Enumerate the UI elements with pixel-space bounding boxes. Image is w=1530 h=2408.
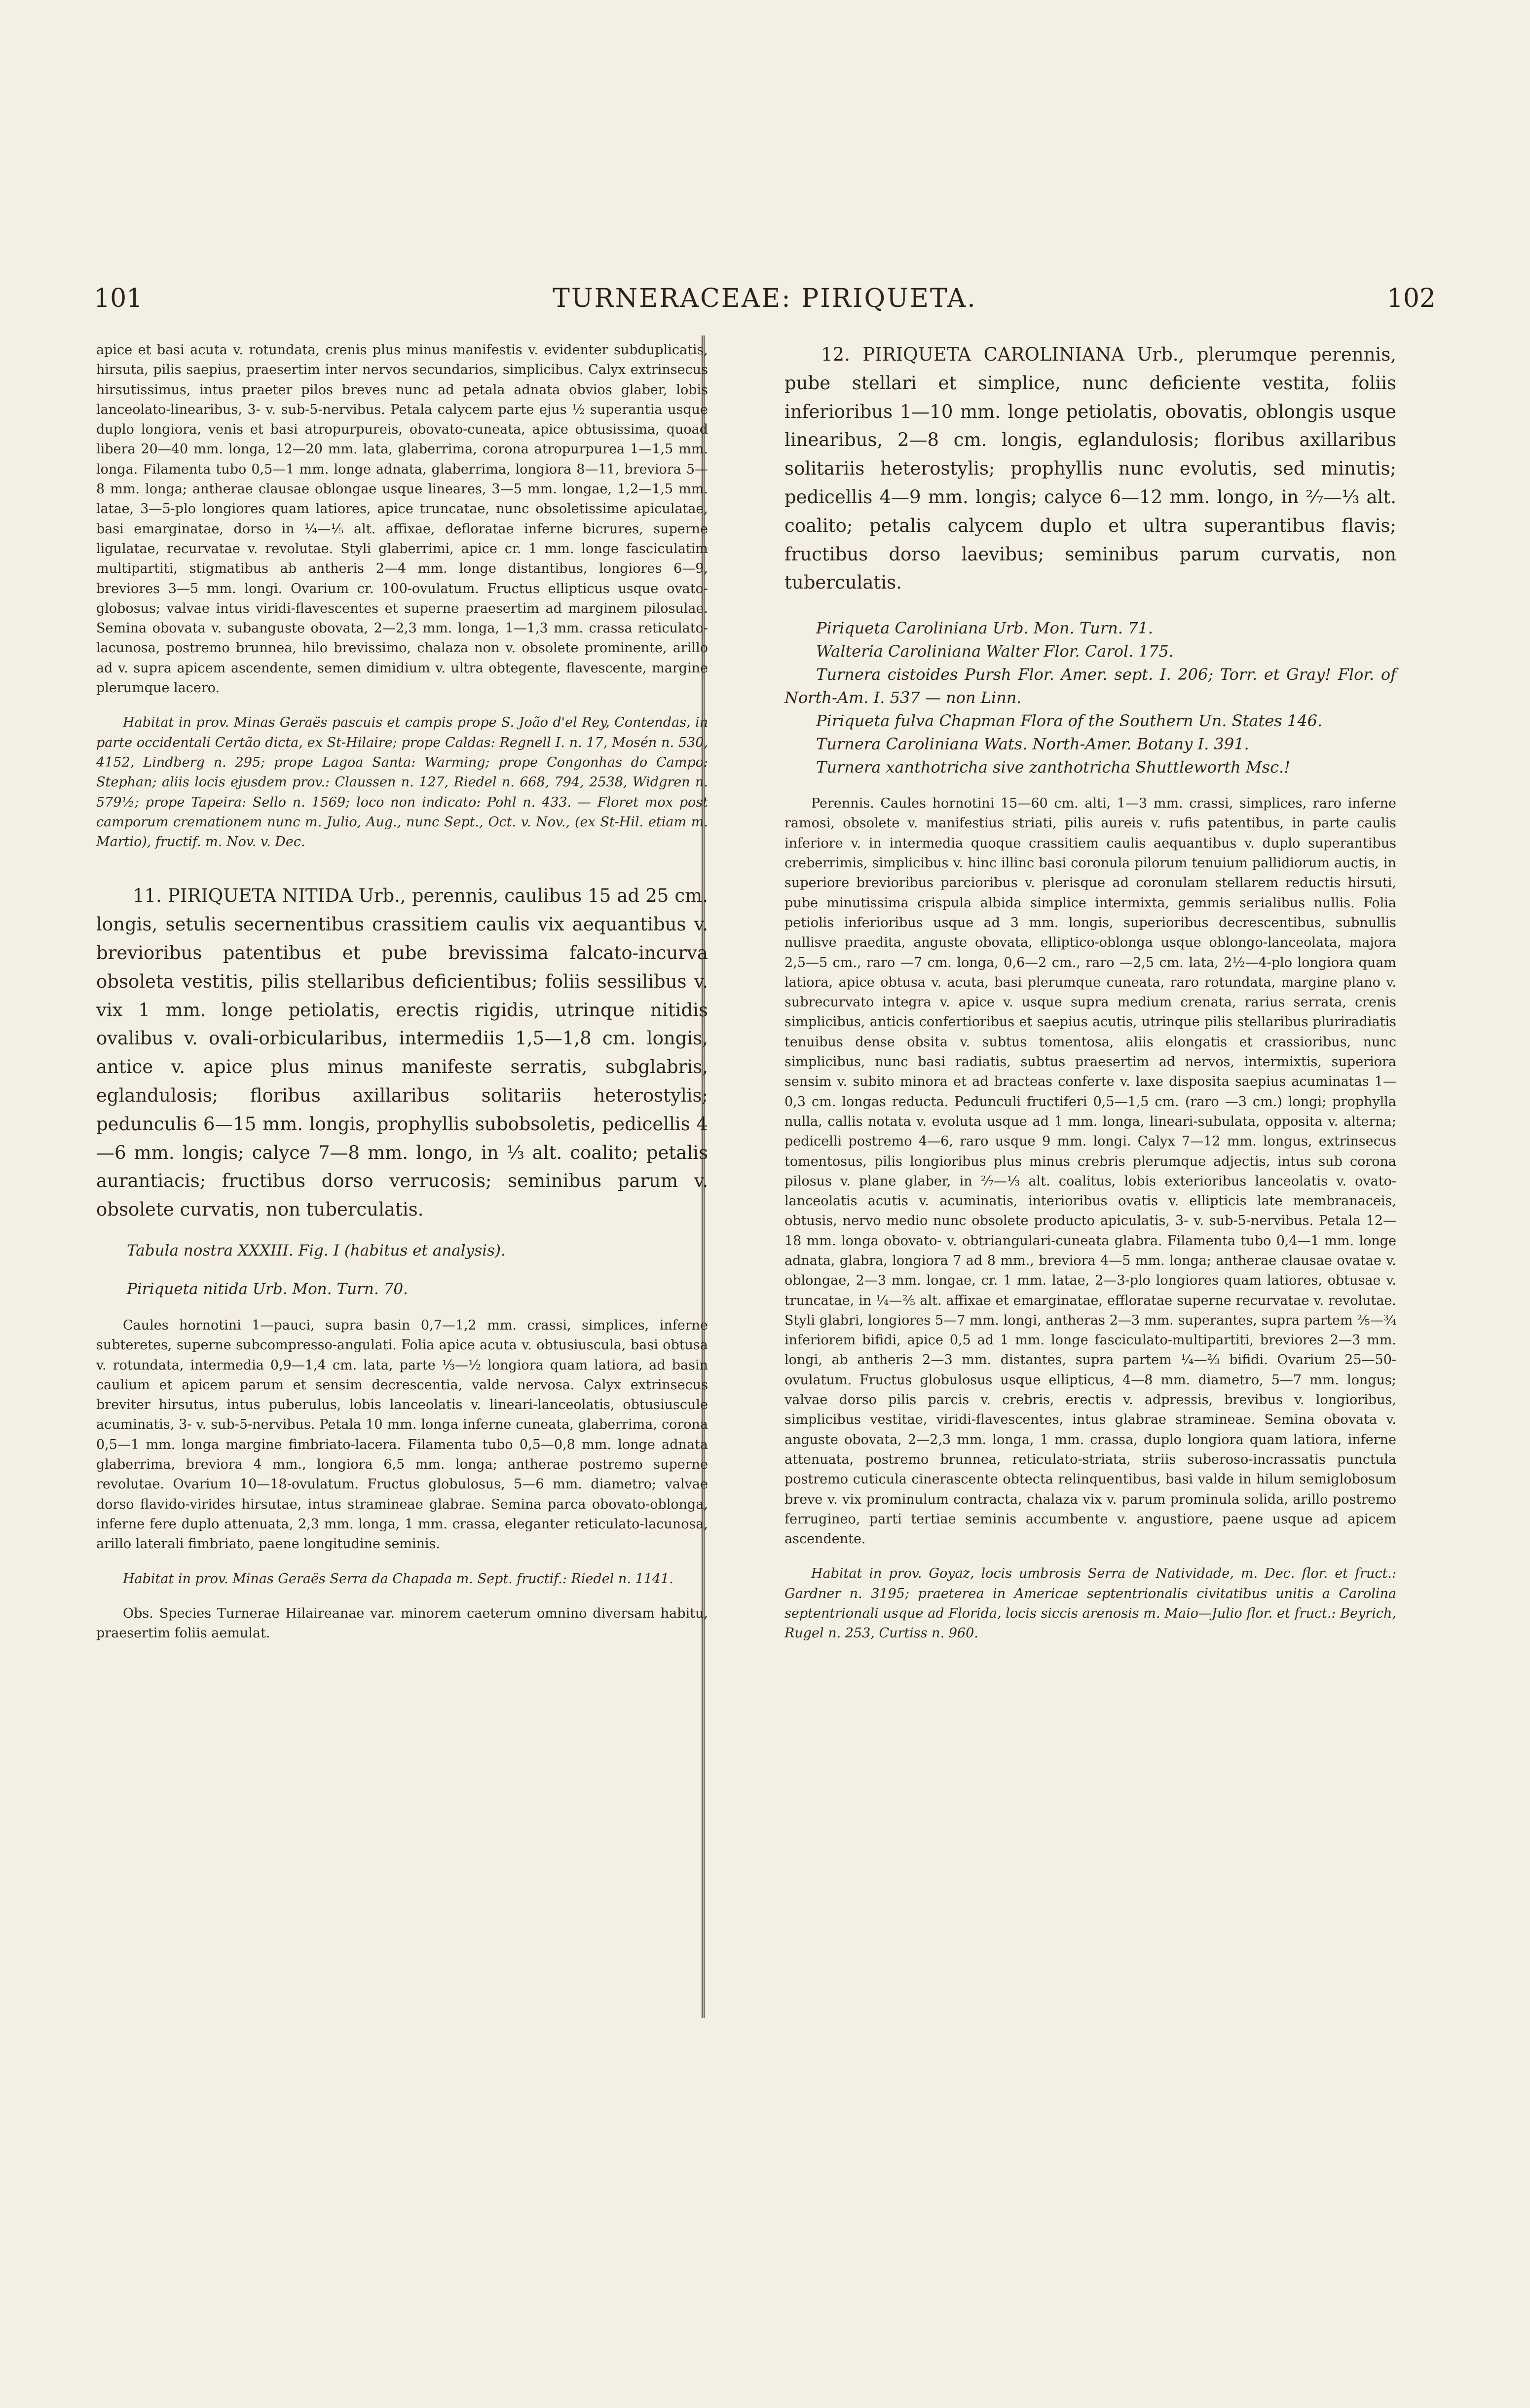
habitat-paragraph-2: Habitat in prov. Minas Geraës Serra da Chapada m. Sept. fructif.: Riedel n. 1141.: [123, 1571, 673, 1587]
right-page-number: 102: [1386, 284, 1436, 313]
species-11-diagnosis: 11. PIRIQUETA NITIDA Urb., perennis, caulibus 15 ad 25 cm. longis, setulis secernentibus crassitiem caulis vix aequantibus v. brevioribus patentibus et pube brevissima falcato-incurva obsoleta vestitis, pilis stellaribus deficientibus; foliis sessilibus v. vix 1 mm. longe petiolatis, erectis rigidis, utrinque nitidis ovalibus v. ovali-orbicularibus, intermediis 1,5—1,8 cm. longis, antice v. apice plus minus manifeste serratis, subglabris, eglandulosis; floribus axillaribus solitariis heterostylis; pedunculis 6—15 mm. longis, prophyllis subobsoletis, pedicellis 4—6 mm. longis; calyce 7—8 mm. longo, in ⅓ alt. coalito; petalis aurantiacis; fructibus dorso verrucosis; seminibus parum v. obsolete curvatis, non tuberculatis.: [96, 885, 708, 1221]
right-column: [784, 340, 1396, 1644]
synonym-6: Turnera xanthotricha sive zanthotricha Shuttleworth Msc.!: [816, 758, 1291, 777]
habitat-paragraph-3: Habitat in prov. Goyaz, locis umbrosis Serra de Natividade, m. Dec. flor. et fruct.: Gardner n. 3195; praeterea in Americae septentrionalis civitatibus unitis a Carolina septentrionali usque ad Florida, locis siccis arenosis m. Maio—Julio flor. et fruct.: Beyrich, Rugel n. 253, Curtiss n. 960.: [784, 1566, 1396, 1641]
synonym-3: Turnera cistoides Pursh Flor. Amer. sept. I. 206; Torr. et Gray! Flor. of North-Am. I. 537 — non Linn.: [784, 665, 1396, 707]
habitat-paragraph: Habitat in prov. Minas Geraës pascuis et campis prope S. João d'el Rey, Contendas, in parte occidentali Certão dicta, ex St-Hilaire; prope Caldas: Regnell I. n. 17, Mosén n. 530, 4152, Lindberg n. 295; prope Lagoa Santa: Warming; prope Congonhas do Campo: Stephan; aliis locis ejusdem prov.: Claussen n. 127, Riedel n. 668, 794, 2538, Widgren n. 579½; prope Tapeira: Sello n. 1569; loco non indicato: Pohl n. 433. — Floret mox post camporum cremationem nunc m. Julio, Aug., nunc Sept., Oct. v. Nov., (ex St-Hil. etiam m. Martio), fructif. m. Nov. v. Dec.: [96, 715, 708, 850]
synonym-4: Piriqueta fulva Chapman Flora of the Southern Un. States 146.: [816, 711, 1323, 731]
plate-reference: Tabula nostra XXXIII. Fig. I (habitus et analysis).: [127, 1241, 506, 1260]
left-page-number: 101: [94, 284, 143, 313]
synonym-5: Turnera Caroliniana Wats. North-Amer. Botany I. 391.: [816, 735, 1249, 754]
description-continued: apice et basi acuta v. rotundata, crenis plus minus manifestis v. evidenter subduplicatis, hirsuta, pilis saepius, praesertim inter nervos secundarios, simplicibus. Calyx extrinsecus hirsutissimus, intus praeter pilos breves nunc ad petala adnata obvios glaber, lobis lanceolato-linearibus, 3- v. sub-5-nervibus. Petala calycem parte ejus ½ superantia usque duplo longiora, venis et basi atropurpureis, obovato-cuneata, apice obtusissima, quoad libera 20—40 mm. longa, 12—20 mm. lata, glaberrima, corona atropurpurea 1—1,5 mm. longa. Filamenta tubo 0,5—1 mm. longe adnata, glaberrima, longiora 8—11, breviora 5—8 mm. longa; antherae clausae oblongae usque lineares, 3—5 mm. longae, 1,2—1,5 mm. latae, 3—5-plo longiores quam latiores, apice truncatae, nunc obsoletissime apiculatae, basi emarginatae, dorso in ¼—⅕ alt. affixae, defloratae inferne bicrures, superne ligulatae, recurvatae v. revolutae. Styli glaberrimi, apice cr. 1 mm. longe fasciculatim multipartiti, stigmatibus ab antheris 2—4 mm. longe distantibus, longiores 6—9, breviores 3—5 mm. longi. Ovarium cr. 100-ovulatum. Fructus ellipticus usque ovato-globosus; valvae intus viridi-flavescentes et superne praesertim ad marginem pilosulae. Semina obovata v. subanguste obovata, 2—2,3 mm. longa, 1—1,3 mm. crassa reticulato-lacunosa, postremo brunnea, hilo brevissimo, chalaza non v. obsolete prominente, arillo ad v. supra apicem ascendente, semen dimidium v. ultra obtegente, flavescente, margine plerumque lacero.: [96, 342, 708, 696]
running-title: TURNERACEAE: PIRIQUETA.: [553, 284, 977, 313]
synonym-2: Walteria Caroliniana Walter Flor. Carol. 175.: [816, 642, 1174, 661]
species-12-description: Perennis. Caules hornotini 15—60 cm. alti, 1—3 mm. crassi, simplices, raro inferne ramosi, obsolete v. manifestius striati, pilis aureis v. rufis patentibus, in parte caulis inferiore v. in intermedia quoque crassitiem caulis aequantibus v. duplo superantibus creberrimis, simplicibus v. hinc illinc basi coronula pilorum tenuium pallidiorum auctis, in superiore brevioribus parcioribus v. plerisque ad coronulam stellarem reductis hirsuti, pube minutissima crispula albida simplice intermixta, gemmis serialibus nullis. Folia petiolis inferioribus usque ad 3 mm. longis, superioribus decrescentibus, subnullis nullisve praedita, anguste obovata, elliptico-oblonga usque oblongo-lanceolata, majora 2,5—5 cm., raro —7 cm. longa, 0,6—2 cm., raro —2,5 cm. lata, 2½—4-plo longiora quam latiora, apice obtusa v. acuta, basi plerumque cuneata, raro rotundata, margine plano v. subrecurvato integra v. apice v. usque supra medium crenata, rarius serrata, crenis simplicibus, anticis confertioribus et saepius acutis, utrinque pilis stellaribus pluriradiatis tenuibus dense obsita v. subtus tomentosa, aliis elongatis et crassioribus, nunc simplicibus, nunc basi radiatis, subtus praesertim ad nervos, intermixtis, superiora sensim v. subito minora et ad bracteas conferte v. laxe disposita saepius acuminatas 1—0,3 cm. longas reducta. Pedunculi fructiferi 0,5—1,5 cm. (raro —3 cm.) longi; prophylla nulla, callis notata v. evoluta usque ad 1 mm. longa, lineari-subulata, opposita v. alterna; pedicelli postremo 4—6, raro usque 9 mm. longi. Calyx 7—12 mm. longus, extrinsecus tomentosus, pilis longioribus plus minus crebris plerumque adjectis, intus sub corona pilosus v. plane glaber, in ²⁄₇—⅓ alt. coalitus, lobis exterioribus lanceolatis v. ovato-lanceolatis acutis v. acuminatis, interioribus ovatis v. ellipticis late membranaceis, obtusis, nervo medio nunc obsolete producto apiculatis, 3- v. sub-5-nervibus. Petala 12—18 mm. longa obovato- v. obtriangulari-cuneata glabra. Filamenta tubo 0,4—1 mm. longe adnata, glabra, longiora 7 ad 8 mm., breviora 4—5 mm. longa; antherae clausae ovatae v. oblongae, 2—3 mm. longae, cr. 1 mm. latae, 2—3-plo longiores quam latiores, obtusae v. truncatae, in ¼—⅖ alt. affixae et emarginatae, effloratae superne recurvatae v. revolutae. Styli glabri, longiores 5—7 mm. longi, antheras 2—3 mm. superantes, supra partem ⅖—¾ inferiorem bifidi, apice 0,5 ad 1 mm. longe fasciculato-multipartiti, breviores 2—3 mm. longi, ab antheris 2—3 mm. distantes, supra partem ¼—⅔ bifidi. Ovarium 25—50-ovulatum. Fructus globulosus usque ellipticus, 4—8 mm. diametro, 5—7 mm. longus; valvae dorso pilis parcis v. crebris, erectis v. adpressis, brevibus v. longioribus, simplicibus vestitae, viridi-flavescentes, intus glabrae stramineae. Semina obovata v. anguste obovata, 2—2,3 mm. longa, 1 mm. crassa, duplo longiora quam latiora, inferne attenuata, postremo brunnea, reticulato-striata, striis suberoso-incrassatis punctula postremo cuticula cinerascente obtecta relinquentibus, basi valde in hilum semiglobosum breve v. vix prominulum contracta, chalaza vix v. parum prominula solida, arillo postremo ferrugineo, parti tertiae seminis accumbente v. angustiore, paene usque ad apicem ascendente.: [784, 796, 1396, 1547]
observation-note: Obs. Species Turnerae Hilaireanae var. minorem caeterum omnino diversam habitu, praesertim foliis aemulat.: [96, 1605, 708, 1641]
synonym-1: Piriqueta Caroliniana Urb. Mon. Turn. 71.: [816, 619, 1153, 638]
species-11-description: Caules hornotini 1—pauci, supra basin 0,7—1,2 mm. crassi, simplices, inferne subteretes, superne subcompresso-angulati. Folia apice acuta v. obtusiuscula, basi obtusa v. rotundata, intermedia 0,9—1,4 cm. lata, parte ⅓—½ longiora quam latiora, ad basin caulium et apicem parum et sensim decrescentia, valde nervosa. Calyx extrinsecus breviter hirsutus, intus puberulus, lobis lanceolatis v. lineari-lanceolatis, obtusiuscule acuminatis, 3- v. sub-5-nervibus. Petala 10 mm. longa inferne cuneata, glaberrima, corona 0,5—1 mm. longa margine fimbriato-lacera. Filamenta tubo 0,5—0,8 mm. longe adnata glaberrima, breviora 4 mm., longiora 6,5 mm. longa; antherae postremo superne revolutae. Ovarium 10—18-ovulatum. Fructus globulosus, 5—6 mm. diametro; valvae dorso flavido-virides hirsutae, intus stramineae glabrae. Semina parca obovato-oblonga, inferne fere duplo attenuata, 2,3 mm. longa, 1 mm. crassa, eleganter reticulato-lacunosa, arillo laterali fimbriato, paene longitudine seminis.: [96, 1317, 708, 1552]
left-column: [96, 340, 708, 1643]
page-header: [94, 284, 1436, 323]
species-12-diagnosis: 12. PIRIQUETA CAROLINIANA Urb., plerumque perennis, pube stellari et simplice, nunc deficiente vestita, foliis inferioribus 1—10 mm. longe petiolatis, obovatis, oblongis usque linearibus, 2—8 cm. longis, eglandulosis; floribus axillaribus solitariis heterostylis; prophyllis nunc evolutis, sed minutis; pedicellis 4—9 mm. longis; calyce 6—12 mm. longo, in ²⁄₇—⅓ alt. coalito; petalis calycem duplo et ultra superantibus flavis; fructibus dorso laevibus; seminibus parum curvatis, non tuberculatis.: [784, 344, 1396, 593]
synonym: Piriqueta nitida Urb. Mon. Turn. 70.: [127, 1280, 408, 1298]
